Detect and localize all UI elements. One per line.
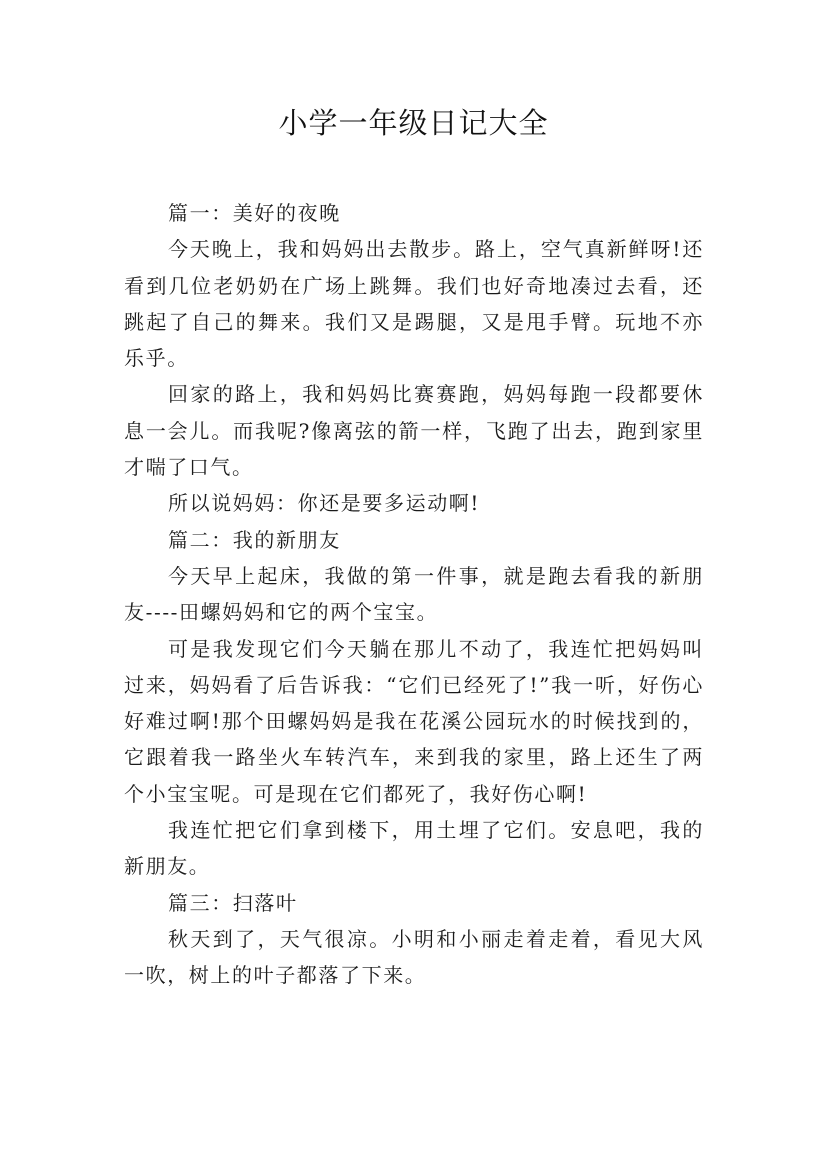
paragraph: 秋天到了，天气很凉。小明和小丽走着走着，看见大风一吹，树上的叶子都落了下来。 (124, 926, 704, 988)
paragraph: 所以说妈妈：你还是要多运动啊! (168, 491, 481, 516)
paragraph: 今天晚上，我和妈妈出去散步。路上，空气真新鲜呀!还看到几位老奶奶在广场上跳舞。我们也好奇地凑过去看，还跳起了自己的舞来。我们又是踢腿，又是甩手臂。玩地不亦乐乎。 (124, 237, 704, 371)
paragraph: 回家的路上，我和妈妈比赛赛跑，妈妈每跑一段都要休息一会儿。而我呢?像离弦的箭一样，飞跑了出去，跑到家里才喘了口气。 (124, 382, 704, 480)
section-heading: 篇三：扫落叶 (168, 890, 298, 915)
paragraph: 我连忙把它们拿到楼下，用土埋了它们。安息吧，我的新朋友。 (124, 818, 704, 879)
document-body (124, 195, 704, 994)
paragraph: 今天早上起床，我做的第一件事，就是跑去看我的新朋友----田螺妈妈和它的两个宝宝。 (124, 563, 704, 625)
section-heading: 篇二：我的新朋友 (168, 527, 341, 552)
section-heading: 篇一：美好的夜晚 (168, 201, 341, 225)
paragraph: 可是我发现它们今天躺在那儿不动了，我连忙把妈妈叫过来，妈妈看了后告诉我：“它们已经死了!”我一听，好伤心好难过啊!那个田螺妈妈是我在花溪公园玩水的时候找到的，它跟着我一路坐火车转汽车，来到我的家里，路上还生了两个小宝宝呢。可是现在它们都死了，我好伤心啊! (124, 636, 704, 806)
document-title: 小学一年级日记大全 (278, 106, 549, 140)
